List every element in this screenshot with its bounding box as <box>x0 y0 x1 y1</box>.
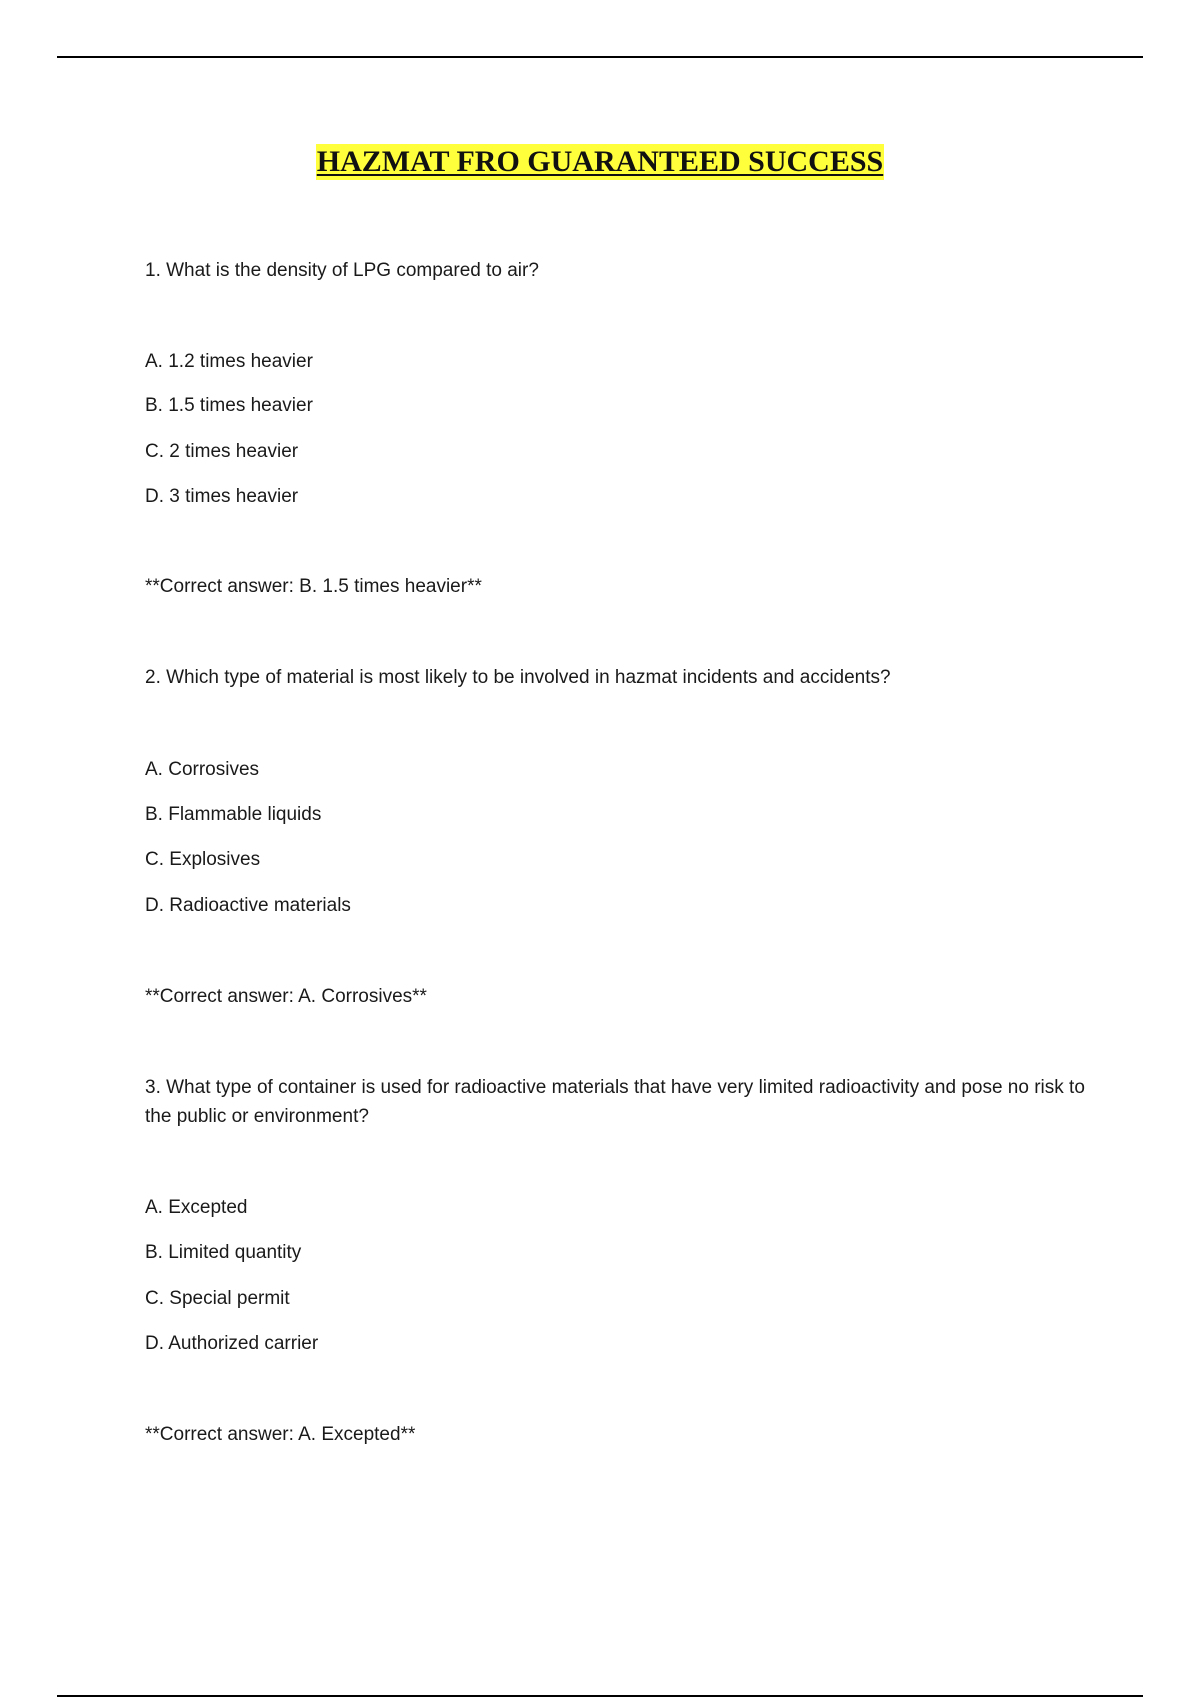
question-1-option-d: D. 3 times heavier <box>145 486 299 507</box>
question-2-option-d: D. Radioactive materials <box>145 895 351 916</box>
question-3-option-c: C. Special permit <box>145 1288 290 1309</box>
question-1: 1. What is the density of LPG compared to air? <box>145 260 539 281</box>
question-1-answer: **Correct answer: B. 1.5 times heavier** <box>145 576 482 597</box>
title-block <box>0 144 1200 180</box>
question-2-option-c: C. Explosives <box>145 849 261 870</box>
header-rule <box>57 56 1143 58</box>
question-1-option-b: B. 1.5 times heavier <box>145 395 313 416</box>
question-3-option-d: D. Authorized carrier <box>145 1333 319 1354</box>
page-title: HAZMAT FRO GUARANTEED SUCCESS <box>316 145 884 178</box>
question-2-answer: **Correct answer: A. Corrosives** <box>145 986 427 1007</box>
question-1-option-c: C. 2 times heavier <box>145 441 299 462</box>
question-3: 3. What type of container is used for radioactive materials that have very limited radioactivity and pose no risk to the public or environment? <box>145 1077 1085 1127</box>
question-2-option-a: A. Corrosives <box>145 759 260 780</box>
question-3-option-b: B. Limited quantity <box>145 1242 302 1263</box>
question-1-option-a: A. 1.2 times heavier <box>145 351 313 372</box>
question-2: 2. Which type of material is most likely to be involved in hazmat incidents and accidents? <box>145 667 891 688</box>
question-3-answer: **Correct answer: A. Excepted** <box>145 1424 416 1445</box>
footer-rule <box>57 1695 1143 1697</box>
question-3-option-a: A. Excepted <box>145 1197 248 1218</box>
question-2-option-b: B. Flammable liquids <box>145 804 322 825</box>
